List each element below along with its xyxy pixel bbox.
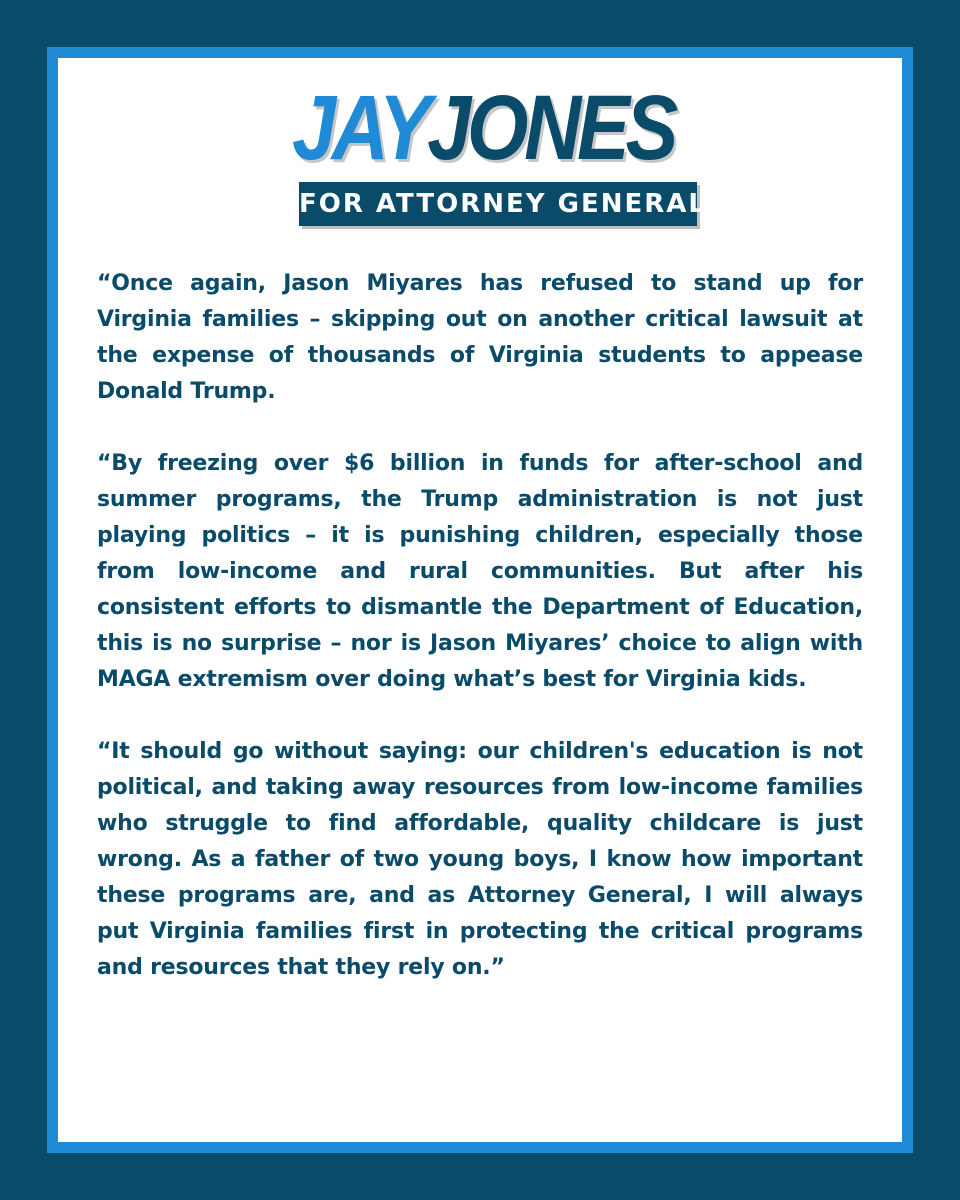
logo-tagline: FOR ATTORNEY GENERAL [299,182,697,226]
logo-last-name: JONES [427,77,674,179]
statement-paragraph: “By freezing over $6 billion in funds for after-school and summer programs, the Trump administration is not just playing politics – it is punishing children, especially those from low-income and rural communities. But after his consistent efforts to dismantle the Department of Education, this is no surprise – nor is Jason Miyares’ choice to align with MAGA extremism over doing what’s best for Virginia kids. [97,451,863,692]
statement-text [97,266,863,986]
statement-paragraph: “Once again, Jason Miyares has refused to stand up for Virginia families – skipping out on another critical lawsuit at the expense of thousands of Virginia students to appease Donald Trump. [97,271,863,404]
statement-card [58,58,902,1142]
campaign-logo [58,78,902,226]
logo-first-name: JAY [292,77,428,179]
logo-name [292,78,674,178]
statement-paragraph: “It should go without saying: our children's education is not political, and taking away resources from low-income families who struggle to find affordable, quality childcare is just wrong. As a father of two young boys, I know how important these programs are, and as Attorney General, I will always put Virginia families first in protecting the critical programs and resources that they rely on.” [97,739,863,980]
